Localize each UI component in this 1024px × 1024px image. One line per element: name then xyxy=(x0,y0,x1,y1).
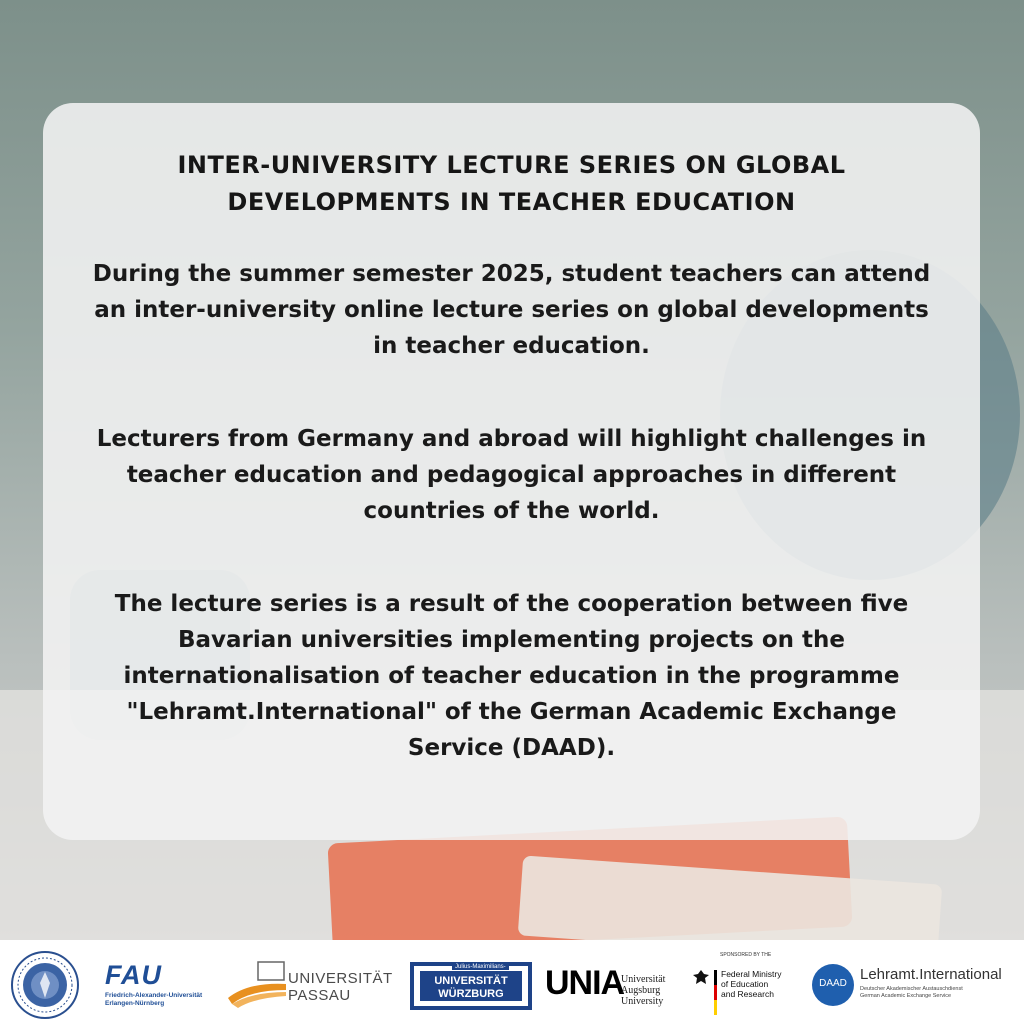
augsburg-line-1: Universität xyxy=(621,974,666,985)
augsburg-short: UNIA xyxy=(545,964,625,1002)
card-title xyxy=(43,147,980,221)
passau-line-2: PASSAU xyxy=(288,987,351,1004)
augsburg-logo xyxy=(545,962,685,1012)
bmbf-line-3: and Research xyxy=(721,989,774,999)
fau-logo xyxy=(105,960,230,1012)
bmbf-line-1: Federal Ministry xyxy=(721,969,782,979)
bamberg-seal-logo xyxy=(10,950,80,1020)
paragraph-cooperation: The lecture series is a result of the cooperation between five Bavarian universities implementing projects on the internationalisation of teacher education in the programme "Lehramt.International" of the German Academic Exchange Service (DAAD). xyxy=(114,591,909,761)
augsburg-line-3: University xyxy=(621,996,664,1007)
fau-short: FAU xyxy=(105,960,162,990)
fau-line-2: Erlangen-Nürnberg xyxy=(105,1000,165,1007)
passau-logo xyxy=(228,960,398,1010)
bmbf-logo xyxy=(690,952,800,1020)
daad-sub-1: Deutscher Akademischer Austauschdienst xyxy=(860,986,963,992)
daad-program-name: Lehramt.International xyxy=(860,966,1002,983)
fau-fullname xyxy=(105,992,230,1008)
augsburg-name xyxy=(621,974,665,1007)
info-card xyxy=(43,103,980,840)
eagle-icon xyxy=(692,968,710,988)
fau-line-1: Friedrich-Alexander-Universität xyxy=(105,992,203,999)
daad-logo xyxy=(812,962,1017,1010)
bmbf-sponsored: SPONSORED BY THE xyxy=(720,952,772,958)
paragraph-semester: During the summer semester 2025, student teachers can attend an inter-university online lecture series on global developments in teacher education. xyxy=(92,261,931,359)
title-line-2: DEVELOPMENTS IN TEACHER EDUCATION xyxy=(227,188,796,216)
wuerzburg-line-2: WÜRZBURG xyxy=(438,988,504,1000)
daad-subtitle xyxy=(860,986,963,1000)
daad-short: DAAD xyxy=(819,978,847,989)
title-line-1: INTER-UNIVERSITY LECTURE SERIES ON GLOBAL xyxy=(177,151,846,179)
bmbf-name xyxy=(721,969,781,999)
wuerzburg-logo xyxy=(410,962,532,1010)
paragraph-lecturers: Lecturers from Germany and abroad will highlight challenges in teacher education and pedagogical approaches in different countries of the world. xyxy=(96,426,927,524)
bmbf-line-2: of Education xyxy=(721,979,769,989)
german-flag-icon xyxy=(714,970,717,1015)
wuerzburg-line-1: UNIVERSITÄT xyxy=(434,975,508,987)
passau-swoosh-icon xyxy=(228,960,288,1010)
daad-sub-2: German Academic Exchange Service xyxy=(860,993,952,999)
partner-logo-bar xyxy=(0,940,1024,1024)
wuerzburg-top: Julius-Maximilians- xyxy=(452,964,509,970)
passau-line-1: UNIVERSITÄT xyxy=(288,970,393,987)
daad-circle xyxy=(812,964,854,1006)
wuerzburg-plate xyxy=(420,971,522,1001)
augsburg-line-2: Augsburg xyxy=(621,985,661,996)
